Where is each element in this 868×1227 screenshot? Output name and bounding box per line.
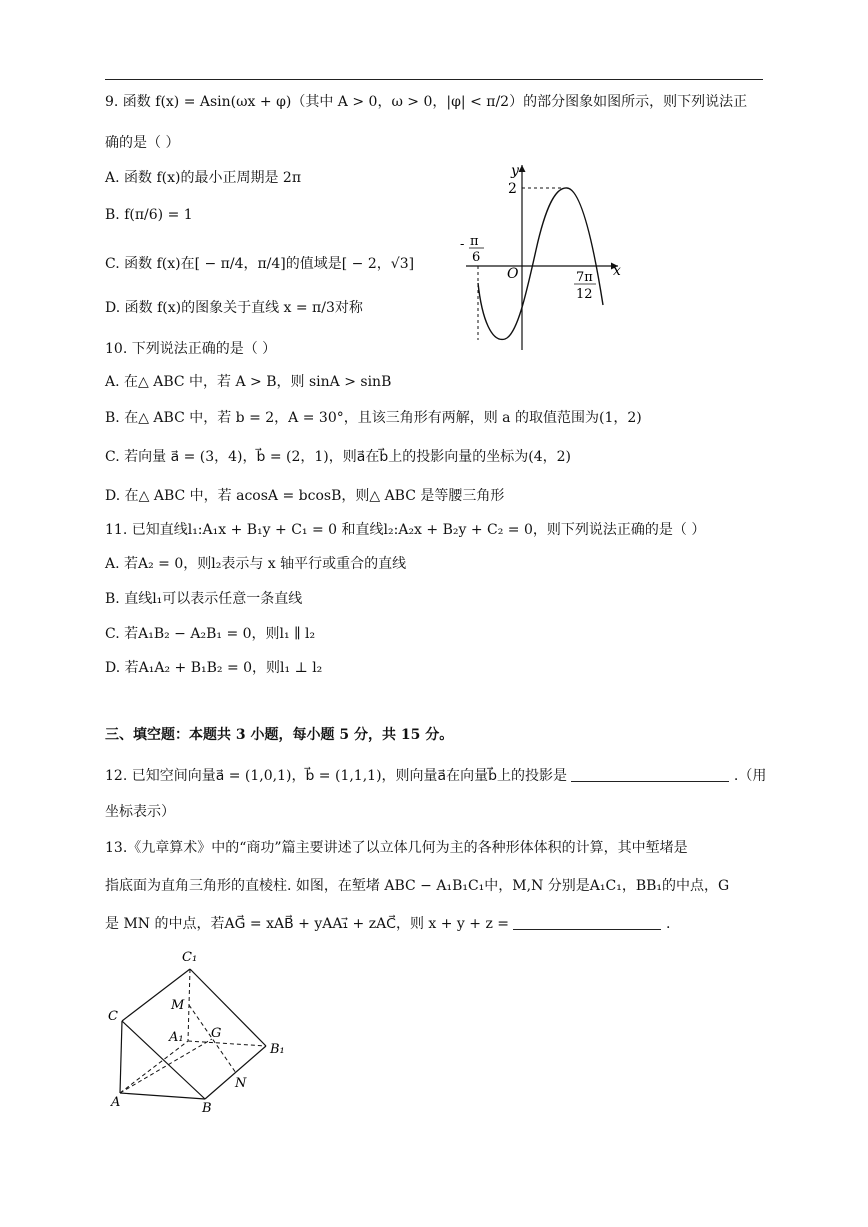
top-rule: [105, 79, 763, 80]
edge-C-B: [122, 1021, 205, 1099]
edge-A-B: [120, 1093, 205, 1099]
q9-option-d: D. 函数 f(x)的图象关于直线 x = π/3对称: [105, 300, 363, 316]
q9-option-b: B. f(π/6) = 1: [105, 207, 193, 223]
x-frac-den: 12: [576, 287, 593, 302]
segment-A-G: [120, 1039, 212, 1093]
q13-after-blank: .: [665, 916, 671, 932]
edge-C-C1: [122, 969, 190, 1021]
q9-option-c: C. 函数 f(x)在[ − π/4，π/4]的值域是[ − 2，√3]: [105, 256, 415, 272]
q10-option-c: C. 若向量 a⃗ = (3，4)，b⃗ = (2，1)，则a⃗在b⃗上的投影向量的坐标为(4，2): [105, 449, 571, 465]
sine-curve: [478, 188, 603, 339]
neg-sign: -: [460, 237, 465, 252]
prism-figure: [100, 945, 300, 1120]
q13-text: 是 MN 的中点，若AG⃗ = xAB⃗ + yAA₁⃗ + zAC⃗，则 x + y + z =: [105, 916, 510, 932]
q10-option-d: D. 在△ ABC 中，若 acosA = bcosB，则△ ABC 是等腰三角形: [105, 488, 505, 504]
q13-line1: 13.《九章算术》中的“商功”篇主要讲述了以立体几何为主的各种形体体积的计算，其中堑堵是: [105, 840, 688, 856]
label-C1: C₁: [182, 950, 198, 965]
q10-option-a: A. 在△ ABC 中，若 A > B，则 sinA > sinB: [105, 374, 392, 390]
label-A1: A₁: [169, 1030, 184, 1045]
q11-stem: 11. 已知直线l₁:A₁x + B₁y + C₁ = 0 和直线l₂:A₂x + B₂y + C₂ = 0，则下列说法正确的是（ ）: [105, 522, 706, 538]
q13-answer-blank[interactable]: [513, 915, 661, 930]
q10-option-b: B. 在△ ABC 中，若 b = 2，A = 30°，且该三角形有两解，则 a 的取值范围为(1，2): [105, 410, 642, 426]
q9-option-a: A. 函数 f(x)的最小正周期是 2π: [105, 170, 302, 186]
sine-graph: [460, 155, 630, 355]
label-A: A: [111, 1095, 121, 1110]
q12-line2: 坐标表示）: [105, 804, 175, 820]
q12-line1: [105, 766, 766, 786]
q13-line3: [105, 914, 670, 934]
q11-option-b: B. 直线l₁可以表示任意一条直线: [105, 591, 303, 607]
q11-option-d: D. 若A₁A₂ + B₁B₂ = 0，则l₁ ⊥ l₂: [105, 660, 323, 676]
q12-answer-blank[interactable]: [571, 767, 729, 782]
origin-label: O: [507, 266, 519, 282]
edge-C1-B1: [190, 969, 266, 1046]
label-G: G: [211, 1026, 222, 1041]
section-3-heading: 三、填空题：本题共 3 小题，每小题 5 分，共 15 分。: [105, 727, 454, 743]
q13-line2: 指底面为直角三角形的直棱柱. 如图，在堑堵 ABC − A₁B₁C₁中，M,N 分别是A₁C₁，BB₁的中点，G: [105, 878, 730, 894]
label-B: B: [202, 1101, 212, 1116]
neg-pi-den: 6: [472, 250, 481, 265]
edge-A-A1: [120, 1041, 188, 1093]
neg-pi-num: π: [470, 234, 479, 249]
q12-after-blank: .（用: [733, 768, 767, 784]
q11-option-a: A. 若A₂ = 0，则l₂表示与 x 轴平行或重合的直线: [105, 556, 407, 572]
x-axis-label: x: [613, 263, 621, 279]
label-B1: B₁: [270, 1042, 285, 1057]
edge-B-B1: [205, 1046, 266, 1099]
q12-text: 12. 已知空间向量a⃗ = (1,0,1)，b⃗ = (1,1,1)，则向量a⃗在向量b⃗上的投影是: [105, 768, 567, 784]
q10-stem: 10. 下列说法正确的是（ ）: [105, 341, 277, 357]
y-axis-label: y: [511, 163, 519, 179]
max-value-label: 2: [508, 181, 517, 197]
q11-option-c: C. 若A₁B₂ − A₂B₁ = 0，则l₁ ∥ l₂: [105, 626, 316, 642]
edge-A1-B1: [188, 1041, 266, 1046]
q9-stem-line2: 确的是（ ）: [105, 135, 180, 151]
q9-stem-line1: 9. 函数 f(x) = Asin(ωx + φ)（其中 A > 0，ω > 0，|φ| < π/2）的部分图象如图所示，则下列说法正: [105, 94, 748, 110]
edge-C-A: [120, 1021, 122, 1093]
label-N: N: [235, 1076, 247, 1091]
label-M: M: [171, 998, 185, 1013]
label-C: C: [108, 1009, 118, 1024]
x-frac-num: 7π: [576, 270, 593, 285]
